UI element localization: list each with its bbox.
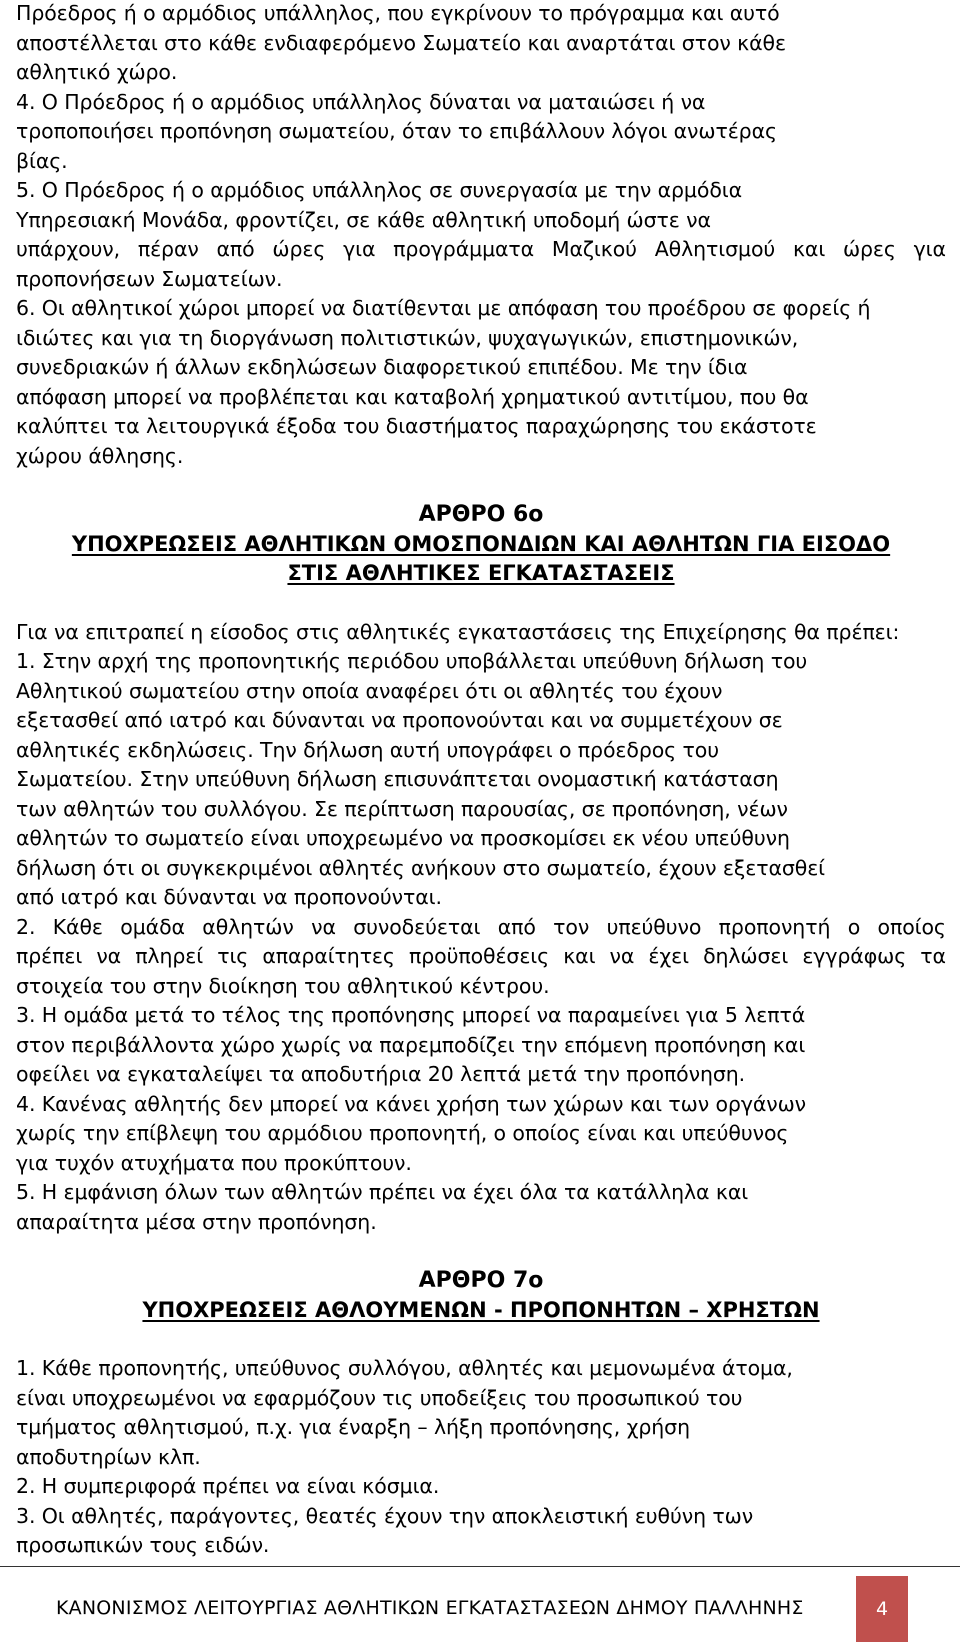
text-line: στοιχεία του στην διοίκηση του αθλητικού κέντρου. — [16, 973, 550, 998]
text-line: αποδυτηρίων κλπ. — [16, 1444, 201, 1469]
text-line: 4. Κανένας αθλητής δεν μπορεί να κάνει χρήση των χώρων και των οργάνων — [16, 1091, 807, 1116]
text-line: τμήματος αθλητισμού, π.χ. για έναρξη – λήξη προπόνησης, χρήση — [16, 1415, 690, 1439]
text-line: από ιατρό και δύνανται να προπονούνται. — [16, 885, 442, 909]
word: να — [311, 914, 336, 939]
text-line: είναι υποχρεωμένοι να εφαρμόζουν τις υποδείξεις του προσωπικού του — [16, 1385, 743, 1410]
word: απαραίτητες — [262, 944, 395, 968]
word: προγράμματα — [393, 237, 535, 261]
text-line: 1. Κάθε προπονητής, υπεύθυνος συλλόγου, αθλητές και μεμονωμένα άτομα, — [16, 1356, 793, 1380]
text-line: προσωπικών τους ειδών. — [16, 1533, 270, 1557]
spacer — [16, 589, 946, 618]
text-line: τροποποιήσει προπόνηση σωματείου, όταν το επιβάλλουν λόγοι ανωτέρας — [16, 119, 777, 143]
word: οποίος — [877, 914, 946, 939]
text-line: αθλητικές εκδηλώσεις. Την δήλωση αυτή υπογράφει ο πρόεδρος του — [16, 737, 719, 762]
text-line: στον περιβάλλοντα χώρο χωρίς να παρεμποδίζει την επόμενη προπόνηση και — [16, 1032, 806, 1057]
word: τις — [217, 944, 249, 968]
text-line: 2. Η συμπεριφορά πρέπει να είναι κόσμια. — [16, 1474, 440, 1498]
text-line: οφείλει να εγκαταλείψει τα αποδυτήρια 20 λεπτά μετά την προπόνηση. — [16, 1062, 746, 1086]
text-line: 5. Η εμφάνιση όλων των αθλητών πρέπει να έχει όλα τα κατάλληλα και — [16, 1180, 749, 1204]
section-b — [16, 618, 946, 1238]
text-line: αποστέλλεται στο κάθε ενδιαφερόμενο Σωματείο και αναρτάται στον κάθε — [16, 30, 786, 55]
word: αθλητών — [202, 914, 294, 939]
word: πέραν — [137, 237, 199, 261]
text-line: Αθλητικού σωματείου στην οποία αναφέρει ότι οι αθλητές του έχουν — [16, 678, 723, 703]
word: εγγράφως — [802, 944, 907, 968]
page-number: 4 — [875, 1598, 889, 1620]
text-line: 4. Ο Πρόεδρος ή ο αρμόδιος υπάλληλος δύναται να ματαιώσει ή να — [16, 89, 706, 114]
word: για — [913, 237, 946, 261]
text-line: για τυχόν ατυχήματα που προκύπτουν. — [16, 1150, 412, 1175]
word: 2. — [16, 914, 36, 939]
word: συνοδεύεται — [353, 914, 481, 939]
text-line: συνεδριακών ή άλλων εκδηλώσεων διαφορετικού επιπέδου. Με την ίδια — [16, 355, 748, 379]
text-line-justified — [16, 913, 946, 943]
word: έχει — [648, 944, 689, 968]
section-c — [16, 1354, 946, 1561]
section-a — [16, 0, 946, 471]
text-line: δήλωση ότι οι συγκεκριμένοι αθλητές ανήκουν στο σωματείο, έχουν εξετασθεί — [16, 855, 826, 880]
text-line: χωρίς την επίβλεψη του αρμόδιου προπονητή, ο οποίος είναι και υπεύθυνος — [16, 1121, 789, 1145]
word: τον — [553, 914, 590, 939]
word: τα — [920, 944, 946, 968]
spacer — [16, 471, 946, 500]
word: δηλώσει — [703, 944, 789, 968]
text-line: των αθλητών του συλλόγου. Σε περίπτωση παρουσίας, σε προπόνηση, νέων — [16, 796, 788, 821]
word: προϋποθέσεις — [408, 944, 550, 968]
article-6-heading — [16, 500, 946, 589]
word: υπάρχουν, — [16, 237, 121, 261]
text-line: απόφαση μπορεί να προβλέπεται και καταβολή χρηματικού αντιτίμου, που θα — [16, 384, 809, 409]
text-line: αθλητικό χώρο. — [16, 60, 178, 84]
word: πρέπει — [16, 944, 83, 968]
text-line: χώρου άθλησης. — [16, 443, 184, 468]
word: από — [216, 237, 255, 261]
text-line: 6. Οι αθλητικοί χώροι μπορεί να διατίθενται με απόφαση του προέδρου σε φορείς ή — [16, 296, 871, 320]
text-line: καλύπτει τα λειτουργικά έξοδα του διαστήματος παραχώρησης του εκάστοτε — [16, 414, 817, 438]
article-number: ΑΡΘΡΟ 6ο — [418, 502, 544, 527]
text-line: 3. Η ομάδα μετά το τέλος της προπόνησης μπορεί να παραμείνει για 5 λεπτά — [16, 1003, 806, 1027]
word: Αθλητισμού — [654, 237, 776, 261]
word: να — [96, 944, 122, 968]
spacer — [16, 1237, 946, 1266]
text-line: Πρόεδρος ή ο αρμόδιος υπάλληλος, που εγκρίνουν το πρόγραμμα και αυτό — [16, 1, 780, 25]
article-number: ΑΡΘΡΟ 7ο — [418, 1268, 544, 1293]
text-line: 3. Οι αθλητές, παράγοντες, θεατές έχουν την αποκλειστική ευθύνη των — [16, 1503, 754, 1528]
word: ώρες — [272, 237, 326, 261]
word: ώρες — [842, 237, 896, 261]
document-page — [16, 0, 946, 1561]
word: υπεύθυνο — [606, 914, 702, 939]
text-line-justified — [16, 235, 946, 265]
word: Κάθε — [52, 914, 103, 939]
text-line: 5. Ο Πρόεδρος ή ο αρμόδιος υπάλληλος σε συνεργασία με την αρμόδια — [16, 178, 743, 202]
word: από — [497, 914, 536, 939]
text-line: Για να επιτραπεί η είσοδος στις αθλητικές εγκαταστάσεις της Επιχείρησης θα πρέπει: — [16, 619, 900, 644]
text-line: Σωματείου. Στην υπεύθυνη δήλωση επισυνάπτεται ονομαστική κατάσταση — [16, 767, 779, 791]
text-line: ιδιώτες και για τη διοργάνωση πολιτιστικών, ψυχαγωγικών, επιστημονικών, — [16, 325, 799, 350]
text-line: αθλητών το σωματείο είναι υποχρεωμένο να προσκομίσει εκ νέου υπεύθυνη — [16, 826, 790, 850]
article-title-line: ΣΤΙΣ ΑΘΛΗΤΙΚΕΣ ΕΓΚΑΤΑΣΤΑΣΕΙΣ — [287, 561, 675, 585]
article-7-heading — [16, 1266, 946, 1325]
footer-rule — [0, 1566, 960, 1567]
word: να — [609, 944, 635, 968]
text-line: απαραίτητα μέσα στην προπόνηση. — [16, 1209, 377, 1234]
word: Μαζικού — [551, 237, 637, 261]
word: πληρεί — [135, 944, 204, 968]
text-line: εξετασθεί από ιατρό και δύνανται να προπονούνται και να συμμετέχουν σε — [16, 708, 783, 732]
page-number-badge — [856, 1576, 908, 1642]
text-line: βίας. — [16, 148, 68, 173]
text-line: 1. Στην αρχή της προπονητικής περιόδου υποβάλλεται υπεύθυνη δήλωση του — [16, 649, 808, 673]
word: ομάδα — [120, 914, 185, 939]
article-title-line: ΥΠΟΧΡΕΩΣΕΙΣ ΑΘΛΗΤΙΚΩΝ ΟΜΟΣΠΟΝΔΙΩΝ ΚΑΙ ΑΘΛΗΤΩΝ ΓΙΑ ΕΙΣΟΔΟ — [71, 531, 891, 556]
word: ο — [847, 914, 861, 939]
page-footer — [0, 1566, 960, 1642]
text-line: προπονήσεων Σωματείων. — [16, 266, 283, 291]
article-title-line: ΥΠΟΧΡΕΩΣΕΙΣ ΑΘΛΟΥΜΕΝΩΝ - ΠΡΟΠΟΝΗΤΩΝ – ΧΡΗΣΤΩΝ — [142, 1297, 820, 1322]
text-line: Υπηρεσιακή Μονάδα, φροντίζει, σε κάθε αθλητική υποδομή ώστε να — [16, 207, 711, 232]
word: και — [563, 944, 596, 968]
spacer — [16, 1325, 946, 1354]
word: και — [792, 237, 826, 261]
text-line-justified — [16, 942, 946, 972]
word: για — [343, 237, 376, 261]
word: προπονητή — [718, 914, 831, 939]
footer-title: ΚΑΝΟΝΙΣΜΟΣ ΛΕΙΤΟΥΡΓΙΑΣ ΑΘΛΗΤΙΚΩΝ ΕΓΚΑΤΑΣΤΑΣΕΩΝ ΔΗΜΟΥ ΠΑΛΛΗΝΗΣ — [56, 1597, 804, 1619]
